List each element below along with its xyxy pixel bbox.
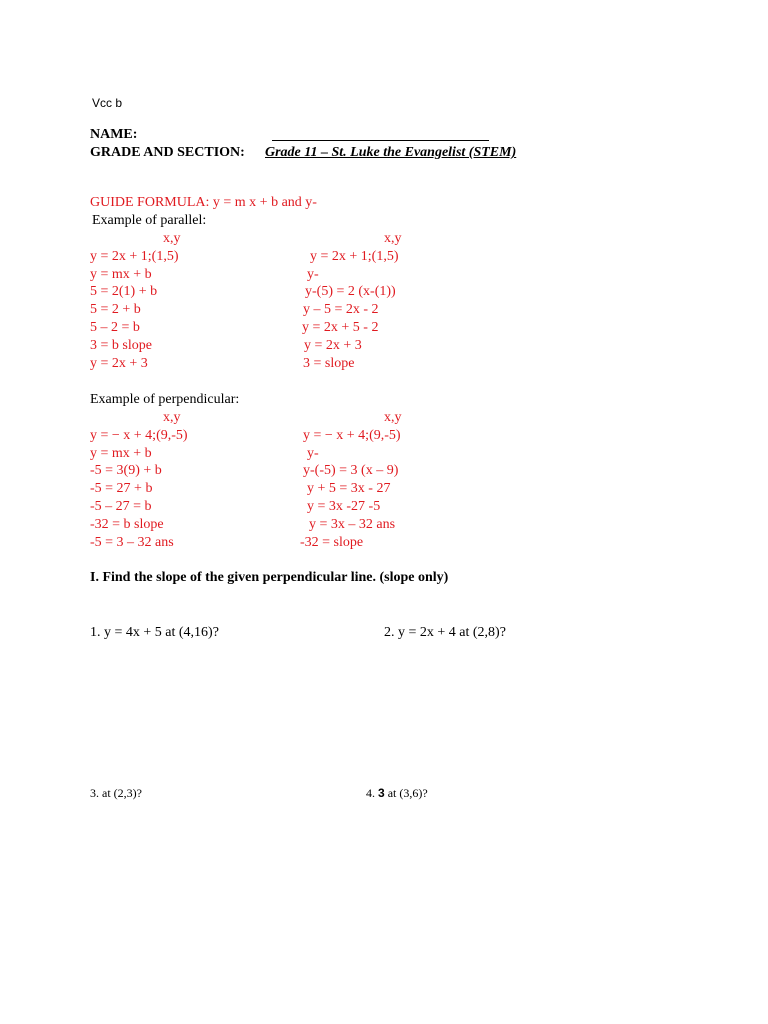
guide-formula: GUIDE FORMULA: y = m x + b and y- <box>90 195 317 210</box>
parallel-right-line: y = 2x + 5 - 2 <box>302 319 379 335</box>
perp-right-line: y + 5 = 3x - 27 <box>307 481 391 497</box>
perp-right-line: y = 3x -27 -5 <box>307 498 381 514</box>
parallel-left-line: 3 = b slope <box>90 337 152 353</box>
question-4 <box>366 784 428 802</box>
top-note: Vcc b <box>92 96 123 110</box>
parallel-right-column <box>300 230 402 372</box>
name-blank-line[interactable] <box>272 140 489 141</box>
perp-right-line: -32 = slope <box>300 534 364 550</box>
perp-right-line: x,y <box>384 410 402 425</box>
perpendicular-heading: Example of perpendicular: <box>90 392 240 407</box>
question-4-number: 4. <box>366 786 375 800</box>
perp-left-line: y = mx + b <box>90 445 152 461</box>
perp-left-line: -5 = 27 + b <box>90 481 153 497</box>
perp-left-line: -5 – 27 = b <box>90 498 152 514</box>
grade-value: Grade 11 – St. Luke the Evangelist (STEM) <box>265 145 517 160</box>
parallel-right-line: y-(5) = 2 (x-(1)) <box>305 284 396 300</box>
perp-right-column <box>300 409 402 551</box>
question-4-bold: 3 <box>378 786 385 800</box>
perp-left-line: -5 = 3 – 32 ans <box>90 534 174 550</box>
perp-right-line: y-(-5) = 3 (x – 9) <box>303 463 399 479</box>
question-3: 3. at (2,3)? <box>90 786 142 800</box>
parallel-right-line: y- <box>307 266 319 282</box>
perp-right-line: y = − x + 4;(9,-5) <box>303 427 401 443</box>
perp-right-line: y = 3x – 32 ans <box>309 516 396 532</box>
parallel-left-line: 5 = 2(1) + b <box>90 284 158 300</box>
parallel-right-line: y – 5 = 2x - 2 <box>303 302 379 318</box>
parallel-right-line: x,y <box>384 231 402 246</box>
parallel-left-line: y = mx + b <box>90 266 152 282</box>
grade-label: GRADE AND SECTION: <box>90 145 245 160</box>
parallel-right-line: y = 2x + 3 <box>304 337 362 353</box>
parallel-left-line: 5 – 2 = b <box>90 319 140 335</box>
parallel-right-line: 3 = slope <box>303 355 355 371</box>
question-1: 1. y = 4x + 5 at (4,16)? <box>90 625 219 640</box>
parallel-left-line: x,y <box>163 231 181 246</box>
parallel-left-line: y = 2x + 3 <box>90 355 148 371</box>
perp-left-column <box>90 409 188 551</box>
perp-left-line: y = − x + 4;(9,-5) <box>90 427 188 443</box>
parallel-heading: Example of parallel: <box>92 213 207 228</box>
parallel-left-line: y = 2x + 1;(1,5) <box>90 248 179 264</box>
perp-right-line: y- <box>307 445 319 461</box>
question-4-rest: at (3,6)? <box>387 786 428 800</box>
perp-left-line: -5 = 3(9) + b <box>90 463 162 479</box>
name-label: NAME: <box>90 127 138 142</box>
perp-left-line: x,y <box>163 410 181 425</box>
parallel-left-line: 5 = 2 + b <box>90 302 141 318</box>
parallel-right-line: y = 2x + 1;(1,5) <box>310 248 399 264</box>
question-2: 2. y = 2x + 4 at (2,8)? <box>384 625 506 640</box>
parallel-left-column <box>90 230 181 372</box>
section-title: I. Find the slope of the given perpendicular line. (slope only) <box>90 570 449 585</box>
perp-left-line: -32 = b slope <box>90 516 164 532</box>
